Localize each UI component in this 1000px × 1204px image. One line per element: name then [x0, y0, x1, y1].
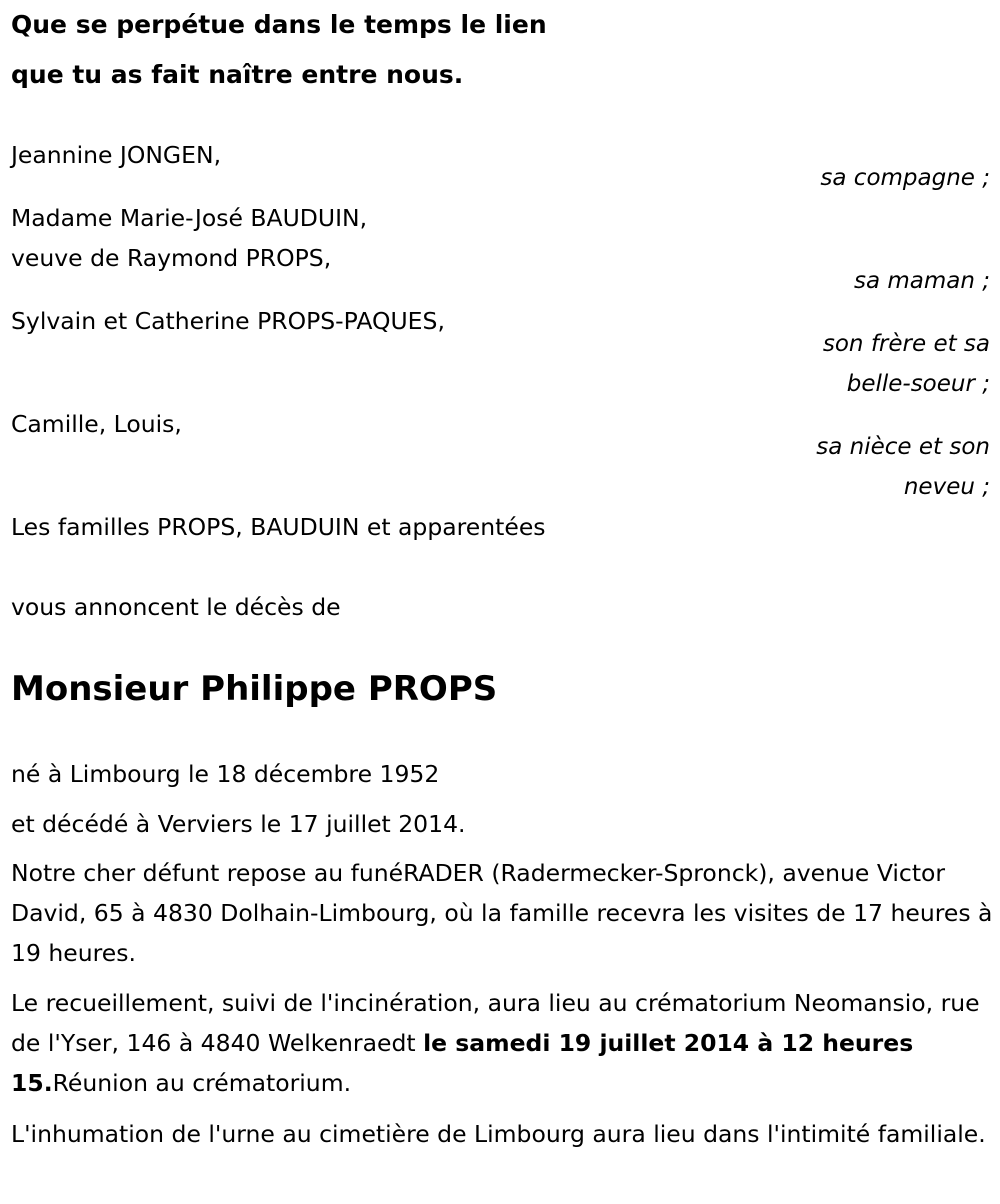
- family-member-role: sa compagne ;: [820, 165, 990, 191]
- ceremony-paragraph: [11, 983, 993, 1103]
- families-line: Les familles PROPS, BAUDUIN et apparentées: [11, 513, 546, 541]
- burial-paragraph: L'inhumation de l'urne au cimetière de Limbourg aura lieu dans l'intimité familiale.: [11, 1120, 986, 1148]
- family-member-name: Sylvain et Catherine PROPS-PAQUES,: [11, 307, 445, 335]
- ceremony-text: Le recueillement, suivi de l'incinération, aura lieu au crématorium Neomansio, rue de l'Yser, 146 à 4840 Welkenraedt: [11, 989, 980, 1057]
- family-member-role-continued: neveu ;: [903, 474, 990, 500]
- family-member-name: Jeannine JONGEN,: [11, 141, 222, 169]
- ceremony-datetime: le samedi 19 juillet 2014 à 12 heures 15.: [11, 1029, 914, 1097]
- family-member-role: sa nièce et son: [816, 434, 990, 460]
- announce-line: vous annoncent le décès de: [11, 593, 341, 621]
- birth-line: né à Limbourg le 18 décembre 1952: [11, 760, 440, 788]
- family-member-name: Madame Marie-José BAUDUIN,: [11, 204, 368, 232]
- family-member-role: son frère et sa: [822, 331, 990, 357]
- visit-paragraph: Notre cher défunt repose au funéRADER (Radermecker-Spronck), avenue Victor David, 65 à 4830 Dolhain-Limbourg, où la famille recevra les visites de 17 heures à 19 heures.: [11, 859, 993, 967]
- deceased-name: Monsieur Philippe PROPS: [11, 669, 498, 709]
- death-line: et décédé à Verviers le 17 juillet 2014.: [11, 810, 466, 838]
- quote-line-1: Que se perpétue dans le temps le lien: [11, 10, 547, 39]
- family-member-name: Camille, Louis,: [11, 410, 182, 438]
- family-member-role-continued: belle-soeur ;: [846, 371, 990, 397]
- family-member-name-continued: veuve de Raymond PROPS,: [11, 244, 332, 272]
- ceremony-meeting: Réunion au crématorium.: [52, 1069, 352, 1097]
- family-member-role: sa maman ;: [853, 268, 990, 294]
- quote-line-2: que tu as fait naître entre nous.: [11, 60, 464, 89]
